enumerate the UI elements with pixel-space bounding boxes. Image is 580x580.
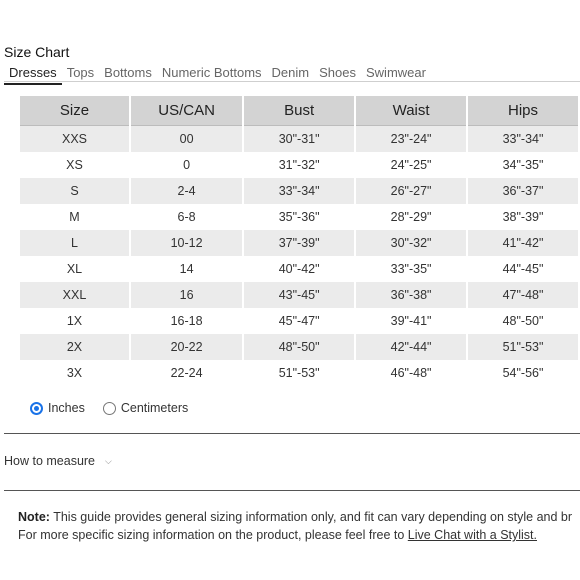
cell-size: S	[20, 178, 129, 204]
cell-size: XXL	[20, 282, 129, 308]
cell-bust: 30"-31"	[244, 126, 354, 152]
cell-waist: 28"-29"	[356, 204, 466, 230]
cell-bust: 33"-34"	[244, 178, 354, 204]
table-header-row	[20, 96, 578, 126]
cell-waist: 39"-41"	[356, 308, 466, 334]
cell-bust: 37"-39"	[244, 230, 354, 256]
cell-bust: 40"-42"	[244, 256, 354, 282]
note-label: Note:	[18, 510, 50, 524]
header-bust: Bust	[244, 96, 354, 126]
header-size: Size	[20, 96, 129, 126]
radio-centimeters[interactable]	[103, 401, 188, 415]
header-waist: Waist	[356, 96, 466, 126]
note-text: This guide provides general sizing information only, and fit can vary depending on style and br	[53, 510, 573, 524]
cell-size: L	[20, 230, 129, 256]
cell-us-can: 14	[131, 256, 242, 282]
cell-waist: 46"-48"	[356, 360, 466, 386]
cell-waist: 24"-25"	[356, 152, 466, 178]
cell-size: XL	[20, 256, 129, 282]
section-divider	[4, 433, 580, 434]
table-row	[20, 360, 578, 386]
how-to-measure-toggle[interactable]	[4, 454, 112, 468]
cell-bust: 48"-50"	[244, 334, 354, 360]
table-row	[20, 308, 578, 334]
cell-waist: 23"-24"	[356, 126, 466, 152]
cell-us-can: 16	[131, 282, 242, 308]
unit-selector	[30, 401, 206, 415]
cell-hips: 47"-48"	[468, 282, 578, 308]
table-row	[20, 126, 578, 152]
tab-numeric-bottoms[interactable]: Numeric Bottoms	[161, 65, 262, 80]
radio-selected-icon[interactable]	[30, 402, 43, 415]
tab-swimwear[interactable]: Swimwear	[366, 65, 426, 80]
table-row	[20, 178, 578, 204]
radio-unselected-icon[interactable]	[103, 402, 116, 415]
cell-hips: 51"-53"	[468, 334, 578, 360]
cell-bust: 31"-32"	[244, 152, 354, 178]
section-divider	[4, 490, 580, 491]
note-line-2	[18, 526, 580, 544]
tab-tops[interactable]: Tops	[66, 65, 95, 80]
table-row	[20, 256, 578, 282]
cell-size: 2X	[20, 334, 129, 360]
note-text-2: For more specific sizing information on the product, please feel free to	[18, 528, 408, 542]
tab-bottoms[interactable]: Bottoms	[104, 65, 152, 80]
cell-waist: 30"-32"	[356, 230, 466, 256]
cell-size: XS	[20, 152, 129, 178]
cell-us-can: 10-12	[131, 230, 242, 256]
cell-hips: 38"-39"	[468, 204, 578, 230]
cell-waist: 26"-27"	[356, 178, 466, 204]
cell-us-can: 16-18	[131, 308, 242, 334]
note-line-1	[18, 508, 580, 526]
cell-waist: 36"-38"	[356, 282, 466, 308]
table-row	[20, 152, 578, 178]
cell-hips: 48"-50"	[468, 308, 578, 334]
header-hips: Hips	[468, 96, 578, 126]
sizing-note	[18, 508, 580, 544]
radio-centimeters-label: Centimeters	[120, 401, 189, 415]
cell-us-can: 20-22	[131, 334, 242, 360]
cell-hips: 33"-34"	[468, 126, 578, 152]
cell-us-can: 00	[131, 126, 242, 152]
table-row	[20, 204, 578, 230]
cell-size: 3X	[20, 360, 129, 386]
tab-denim[interactable]: Denim	[271, 65, 310, 80]
tabs-divider	[4, 81, 580, 82]
cell-hips: 44"-45"	[468, 256, 578, 282]
page-title: Size Chart	[4, 44, 70, 60]
cell-hips: 36"-37"	[468, 178, 578, 204]
cell-hips: 54"-56"	[468, 360, 578, 386]
cell-bust: 45"-47"	[244, 308, 354, 334]
table-row	[20, 334, 578, 360]
cell-us-can: 2-4	[131, 178, 242, 204]
cell-bust: 35"-36"	[244, 204, 354, 230]
cell-hips: 34"-35"	[468, 152, 578, 178]
cell-size: M	[20, 204, 129, 230]
cell-us-can: 22-24	[131, 360, 242, 386]
cell-bust: 43"-45"	[244, 282, 354, 308]
cell-waist: 42"-44"	[356, 334, 466, 360]
cell-waist: 33"-35"	[356, 256, 466, 282]
radio-inches[interactable]	[30, 401, 85, 415]
table-row	[20, 230, 578, 256]
cell-hips: 41"-42"	[468, 230, 578, 256]
tab-dresses[interactable]: Dresses	[4, 64, 62, 85]
tab-shoes[interactable]: Shoes	[319, 65, 356, 80]
header-us-can: US/CAN	[131, 96, 242, 126]
cell-size: 1X	[20, 308, 129, 334]
cell-bust: 51"-53"	[244, 360, 354, 386]
table-row	[20, 282, 578, 308]
cell-us-can: 0	[131, 152, 242, 178]
radio-inches-label: Inches	[48, 401, 85, 415]
cell-size: XXS	[20, 126, 129, 152]
size-chart-table	[18, 96, 580, 386]
live-chat-link[interactable]: Live Chat with a Stylist.	[407, 528, 537, 542]
chevron-down-icon: ⌵	[105, 455, 112, 466]
how-to-measure-label: How to measure	[4, 454, 96, 468]
cell-us-can: 6-8	[131, 204, 242, 230]
